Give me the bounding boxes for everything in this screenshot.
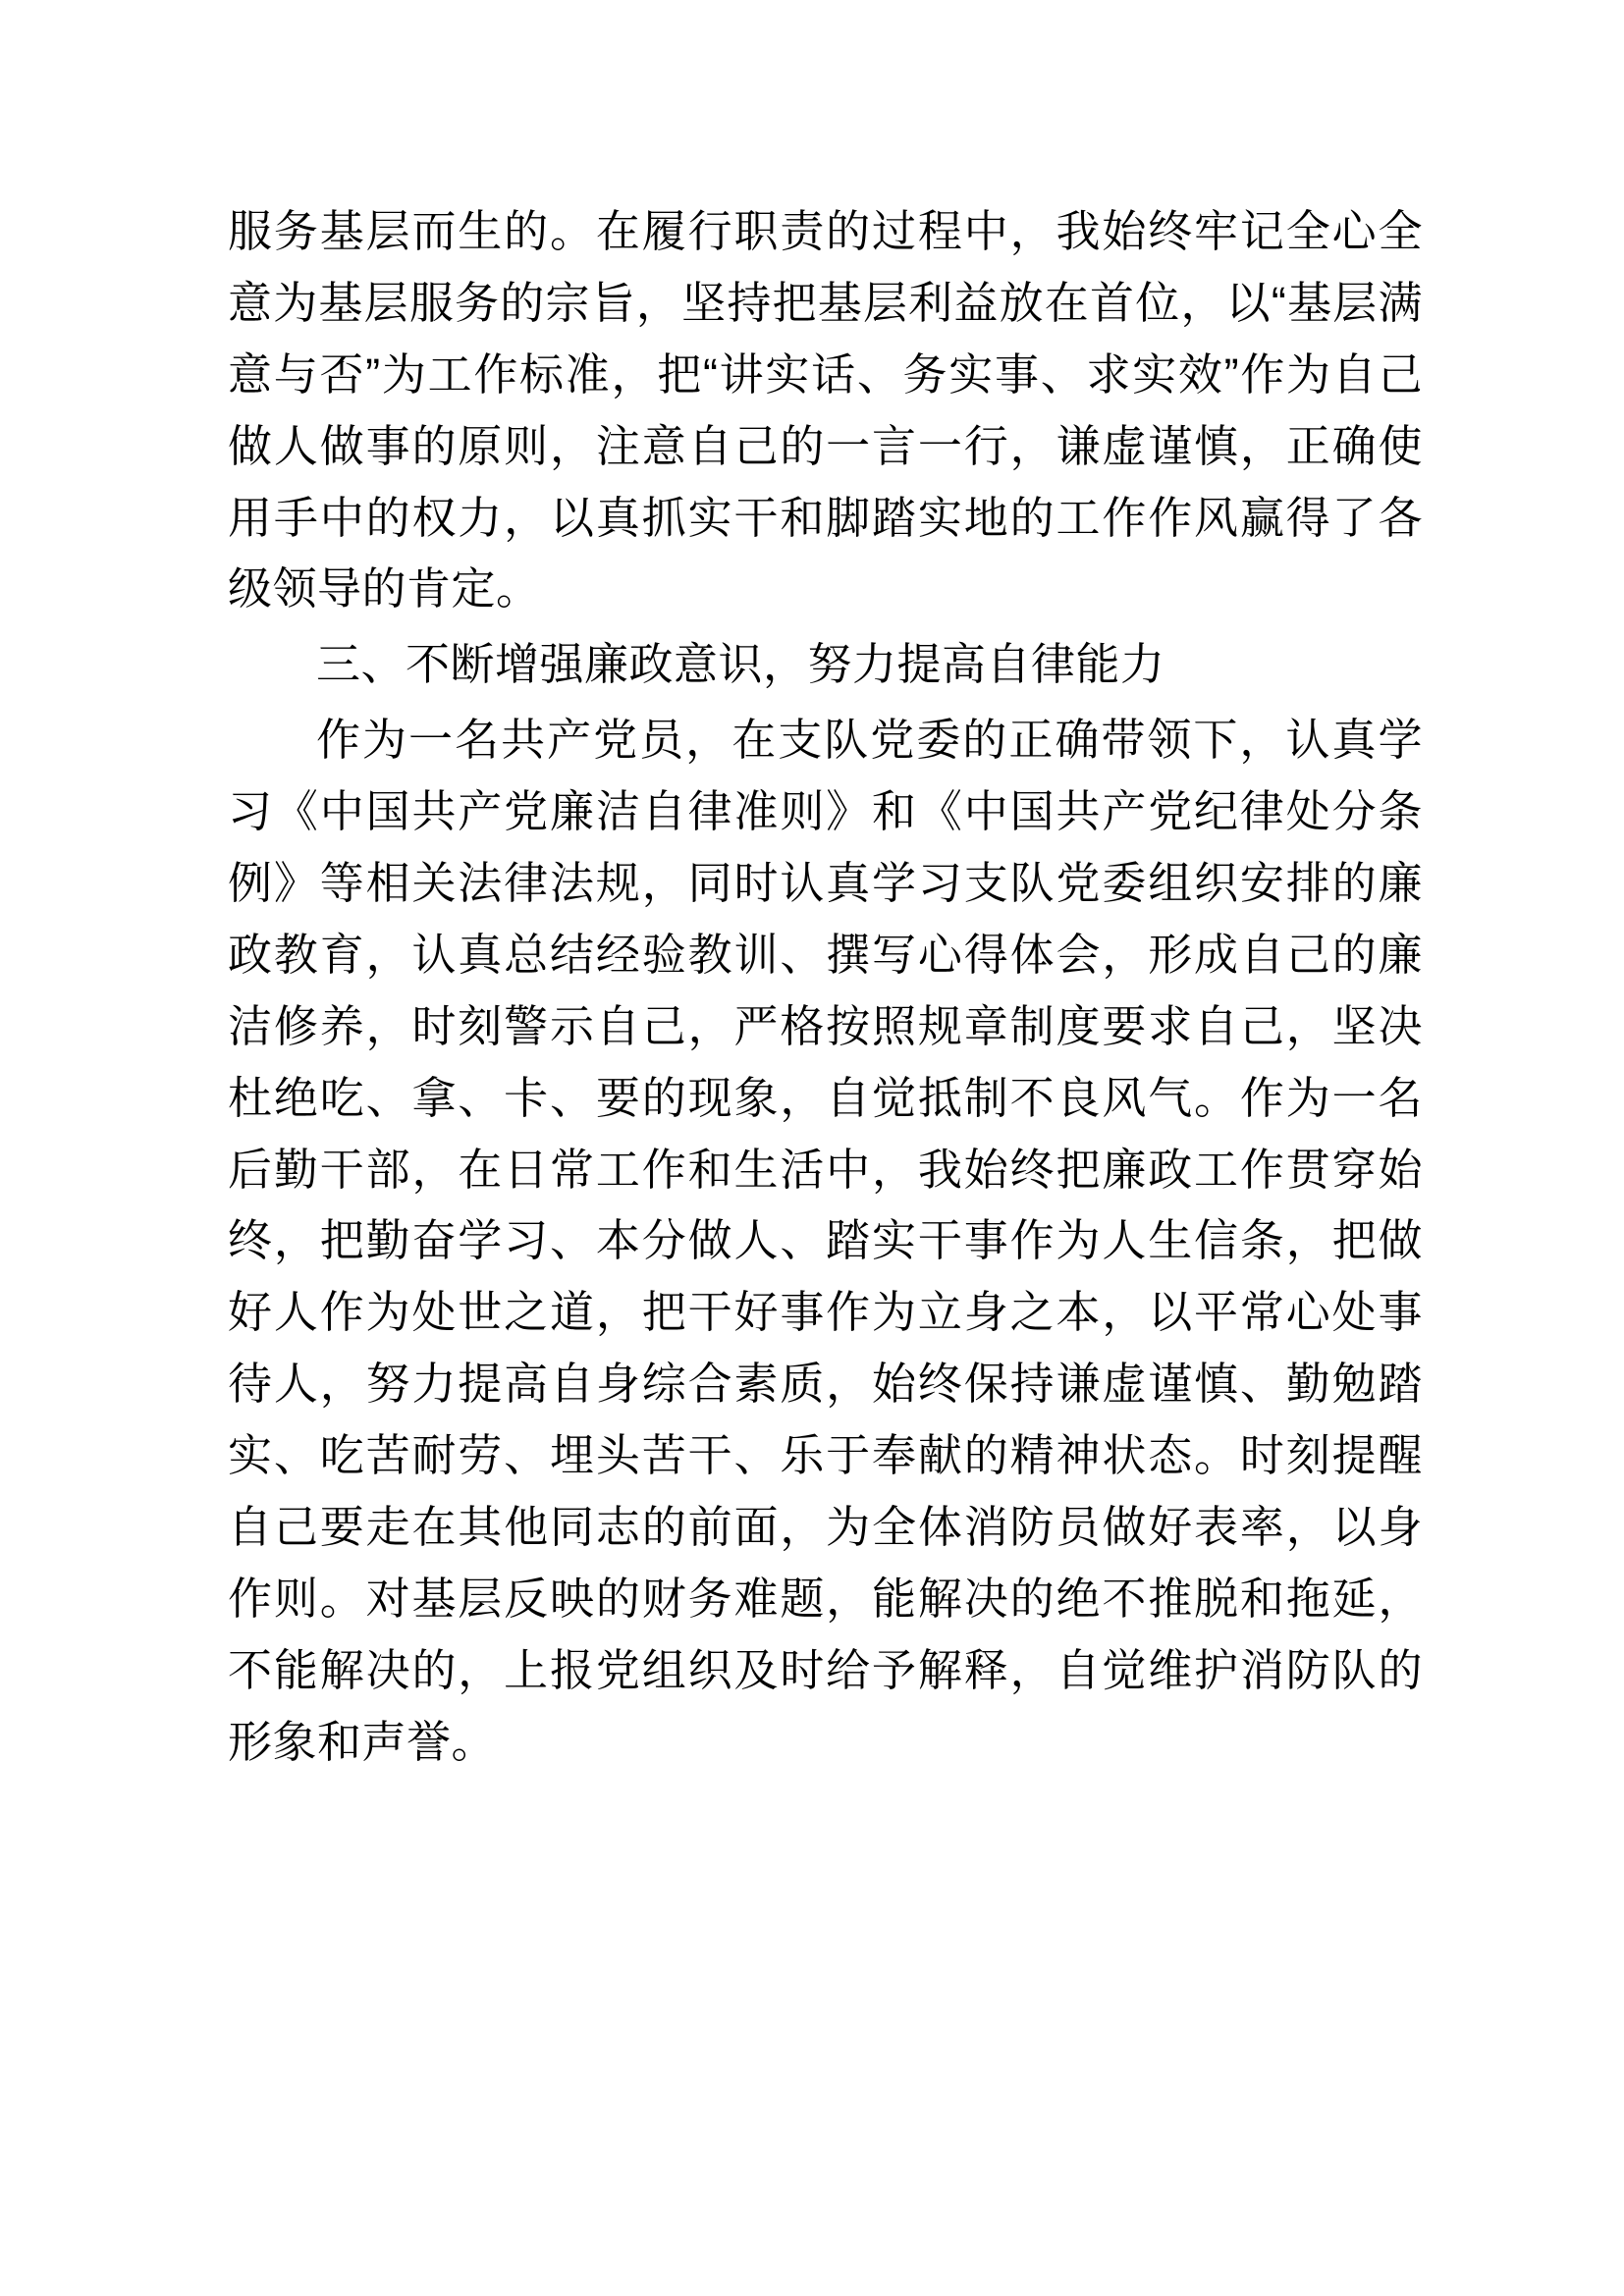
paragraph-section-heading: 三、不断增强廉政意识，努力提高自律能力 xyxy=(316,639,1165,690)
paragraph-continuation: 服务基层而生的。在履行职责的过程中，我始终牢记全心全意为基层服务的宗旨，坚持把基层利益放在首位，以“基层满意与否”为工作标准，把“讲实话、务实事、求实效”作为自己做人做事的原则，注意自己的一言一行，谦虚谨慎，正确使用手中的权力，以真抓实干和脚踏实地的工作作风赢得了各级领导的肯定。 xyxy=(228,206,1423,614)
paragraph-body-one: 作为一名共产党员，在支队党委的正确带领下，认真学习《中国共产党廉洁自律准则》和《中国共产党纪律处分条例》等相关法律法规，同时认真学习支队党委组织安排的廉政教育，认真总结经验教训、撰写心得体会，形成自己的廉洁修养，时刻警示自己，严格按照规章制度要求自己，坚决杜绝吃、拿、卡、要的现象，自觉抵制不良风气。作为一名后勤干部，在日常工作和生活中，我始终把廉政工作贯穿始终，把勤奋学习、本分做人、踏实干事作为人生信条，把做好人作为处世之道，把干好事作为立身之本，以平常心处事待人，努力提高自身综合素质，始终保持谦虚谨慎、勤勉踏实、吃苦耐劳、埋头苦干、乐于奉献的精神状态。时刻提醒自己要走在其他同志的前面，为全体消防员做好表率，以身作则。对基层反映的财务难题，能解决的绝不推脱和拖延，不能解决的，上报党组织及时给予解释，自觉维护消防队的形象和声誉。 xyxy=(228,715,1423,1767)
document-body xyxy=(228,196,1423,1779)
